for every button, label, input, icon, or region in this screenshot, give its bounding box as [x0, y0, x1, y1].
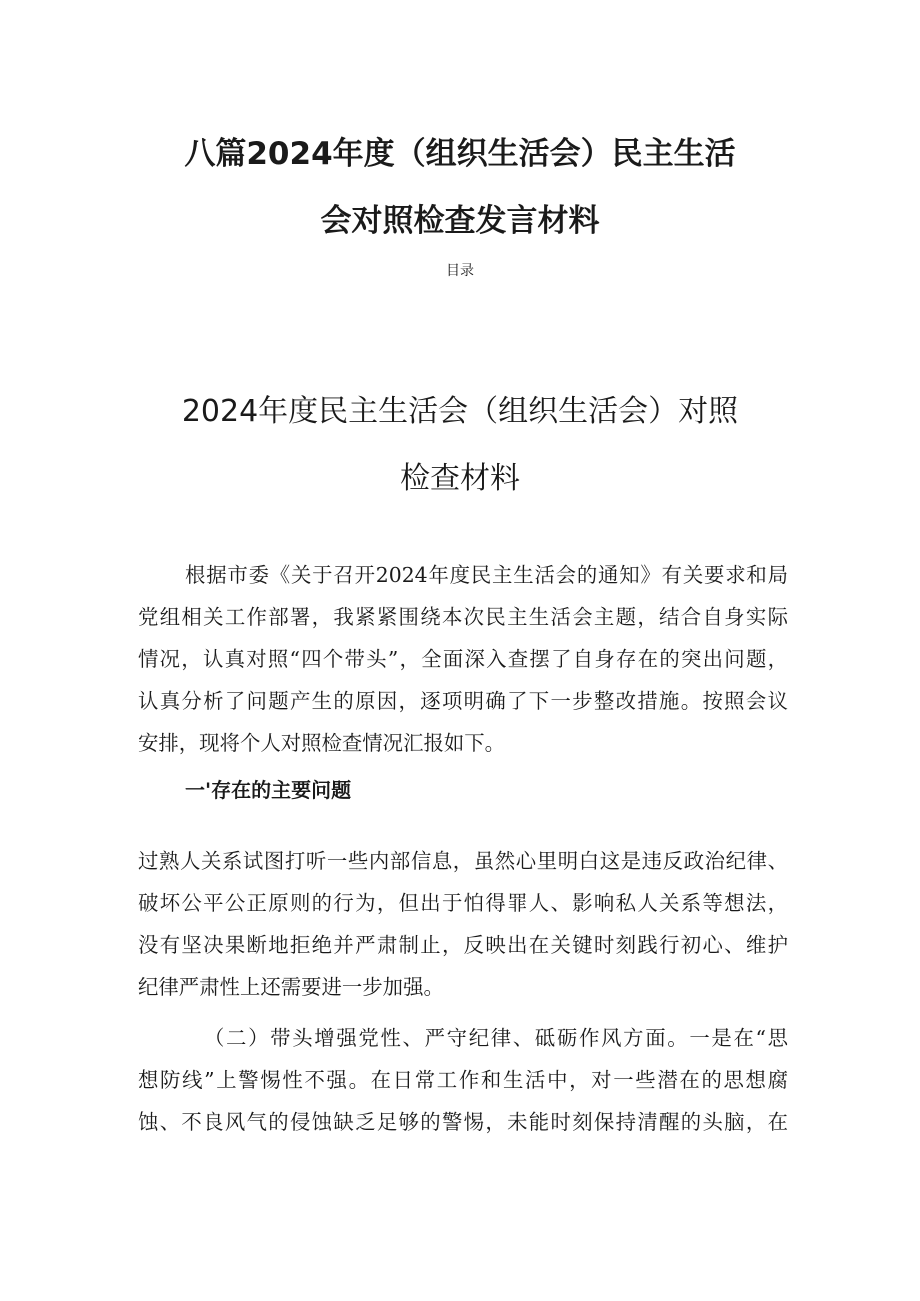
- section-title-line-2: 检查材料: [400, 461, 520, 496]
- intro-line: 情况，认真对照“四个带头”，全面深入查摆了自身存在的突出问题，: [138, 647, 788, 671]
- body-line: 过熟人关系试图打听一些内部信息，虽然心里明白这是违反政治纪律、: [138, 849, 788, 873]
- body-line: 蚀、不良风气的侵蚀缺乏足够的警惕，未能时刻保持清醒的头脑，在: [138, 1110, 788, 1134]
- intro-line: 安排，现将个人对照检查情况汇报如下。: [138, 731, 506, 755]
- intro-line: 根据市委《关于召开2024年度民主生活会的通知》有关要求和局: [185, 563, 788, 587]
- section-heading-main-problems: 一'存在的主要问题: [185, 778, 352, 802]
- intro-paragraph: [138, 554, 788, 764]
- body-paragraph-1: [138, 840, 788, 1008]
- section-title-line-1: 2024年度民主生活会（组织生活会）对照: [181, 394, 739, 429]
- body-line: （二）带头增强党性、严守纪律、砥砺作风方面。一是在“思: [204, 1026, 788, 1050]
- document-title-line-2: 会对照检查发言材料: [320, 203, 600, 239]
- intro-line: 认真分析了问题产生的原因，逐项明确了下一步整改措施。按照会议: [138, 689, 788, 713]
- document-title-line-1: 八篇2024年度（组织生活会）民主生活: [184, 136, 736, 172]
- toc-label: 目录: [446, 263, 474, 279]
- body-line: 破坏公平公正原则的行为，但出于怕得罪人、影响私人关系等想法，: [138, 891, 788, 915]
- body-line: 想防线”上警惕性不强。在日常工作和生活中，对一些潜在的思想腐: [138, 1068, 788, 1092]
- body-line: 没有坚决果断地拒绝并严肃制止，反映出在关键时刻践行初心、维护: [138, 933, 788, 957]
- intro-line: 党组相关工作部署，我紧紧围绕本次民主生活会主题，结合自身实际: [138, 605, 788, 629]
- body-line: 纪律严肃性上还需要进一步加强。: [138, 975, 444, 999]
- body-paragraph-2: [138, 1017, 788, 1143]
